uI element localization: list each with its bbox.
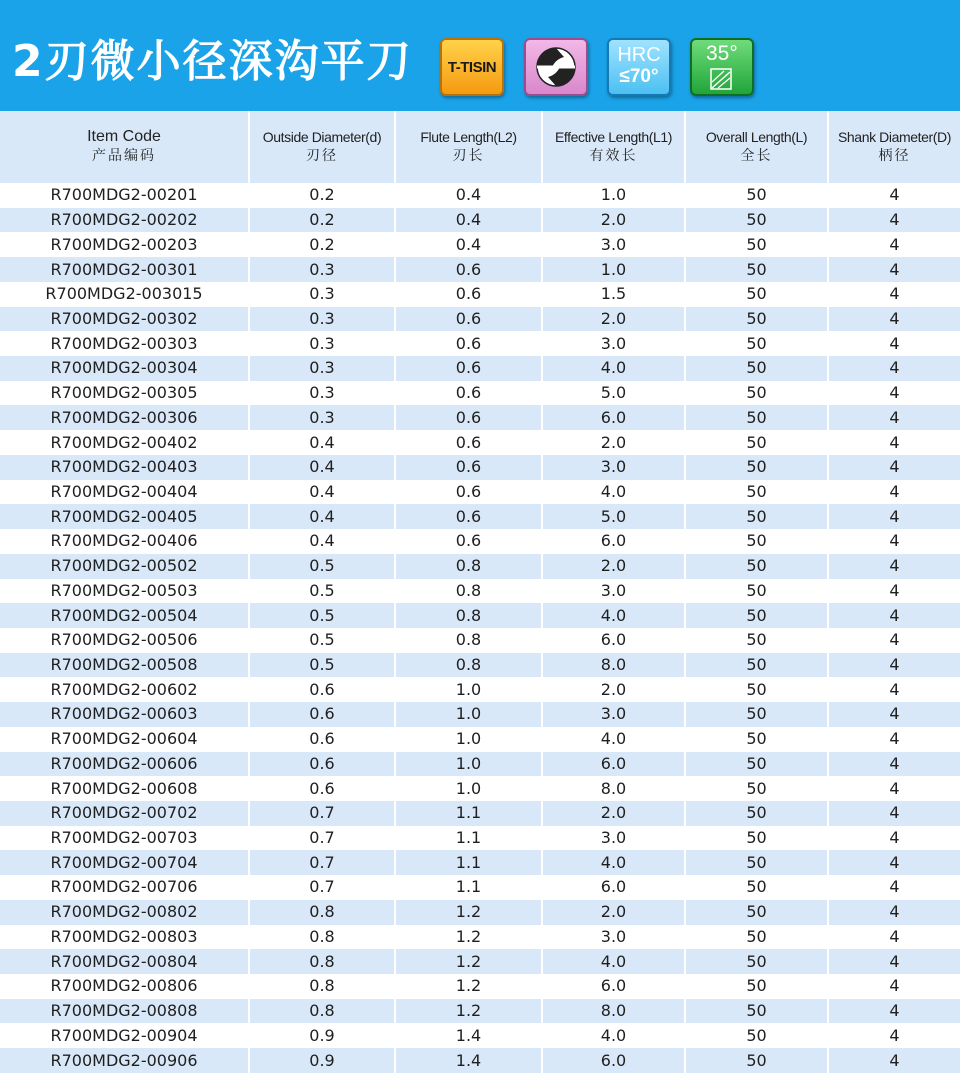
cell-overall-length: 50 xyxy=(685,232,828,257)
cell-outside-diameter: 0.3 xyxy=(249,307,395,332)
table-row xyxy=(0,282,960,307)
table-row xyxy=(0,554,960,579)
table-row xyxy=(0,677,960,702)
cell-shank-diameter: 4 xyxy=(828,282,960,307)
cell-item-code: R700MDG2-00405 xyxy=(0,504,249,529)
column-header-en: Item Code xyxy=(87,128,161,145)
cell-flute-length: 0.8 xyxy=(395,603,542,628)
cell-shank-diameter: 4 xyxy=(828,925,960,950)
column-header-effective-length xyxy=(542,111,685,183)
cell-flute-length: 0.6 xyxy=(395,480,542,505)
table-row xyxy=(0,257,960,282)
cell-shank-diameter: 4 xyxy=(828,1048,960,1073)
cell-outside-diameter: 0.6 xyxy=(249,776,395,801)
cell-shank-diameter: 4 xyxy=(828,356,960,381)
column-header-cn: 全长 xyxy=(740,148,773,164)
cell-outside-diameter: 0.7 xyxy=(249,801,395,826)
cell-flute-length: 1.2 xyxy=(395,999,542,1024)
table-row xyxy=(0,1023,960,1048)
cell-item-code: R700MDG2-00603 xyxy=(0,702,249,727)
cell-flute-length: 0.4 xyxy=(395,183,542,208)
cell-overall-length: 50 xyxy=(685,455,828,480)
cell-overall-length: 50 xyxy=(685,727,828,752)
cell-effective-length: 3.0 xyxy=(542,702,685,727)
cell-item-code: R700MDG2-00608 xyxy=(0,776,249,801)
cell-outside-diameter: 0.6 xyxy=(249,727,395,752)
cell-outside-diameter: 0.3 xyxy=(249,405,395,430)
cell-overall-length: 50 xyxy=(685,776,828,801)
cell-overall-length: 50 xyxy=(685,430,828,455)
cell-overall-length: 50 xyxy=(685,307,828,332)
cell-flute-length: 1.1 xyxy=(395,801,542,826)
table-row xyxy=(0,504,960,529)
cell-flute-length: 0.8 xyxy=(395,554,542,579)
column-header-en: Effective Length(L1) xyxy=(554,129,673,145)
cell-shank-diameter: 4 xyxy=(828,776,960,801)
cell-item-code: R700MDG2-00403 xyxy=(0,455,249,480)
cell-shank-diameter: 4 xyxy=(828,307,960,332)
cell-shank-diameter: 4 xyxy=(828,430,960,455)
cell-item-code: R700MDG2-00508 xyxy=(0,653,249,678)
cell-effective-length: 1.0 xyxy=(542,183,685,208)
cell-outside-diameter: 0.7 xyxy=(249,875,395,900)
cell-item-code: R700MDG2-00201 xyxy=(0,183,249,208)
cell-shank-diameter: 4 xyxy=(828,628,960,653)
cell-item-code: R700MDG2-00203 xyxy=(0,232,249,257)
cell-overall-length: 50 xyxy=(685,801,828,826)
table-row xyxy=(0,850,960,875)
cell-outside-diameter: 0.2 xyxy=(249,208,395,233)
cell-shank-diameter: 4 xyxy=(828,381,960,406)
cell-overall-length: 50 xyxy=(685,579,828,604)
cell-outside-diameter: 0.3 xyxy=(249,257,395,282)
cell-overall-length: 50 xyxy=(685,504,828,529)
page-title: 2刃微小径深沟平刀 xyxy=(12,36,413,87)
cell-effective-length: 3.0 xyxy=(542,331,685,356)
product-spec-table xyxy=(0,111,960,1073)
cell-overall-length: 50 xyxy=(685,925,828,950)
column-header-en: Overall Length(L) xyxy=(705,129,808,145)
cell-flute-length: 0.8 xyxy=(395,653,542,678)
cell-outside-diameter: 0.4 xyxy=(249,455,395,480)
table-row xyxy=(0,208,960,233)
cell-effective-length: 6.0 xyxy=(542,875,685,900)
cell-effective-length: 4.0 xyxy=(542,603,685,628)
cell-flute-length: 0.6 xyxy=(395,455,542,480)
cell-item-code: R700MDG2-00404 xyxy=(0,480,249,505)
cell-effective-length: 4.0 xyxy=(542,949,685,974)
cell-shank-diameter: 4 xyxy=(828,455,960,480)
hrc-value: ≤70° xyxy=(619,66,659,87)
cell-shank-diameter: 4 xyxy=(828,405,960,430)
cell-outside-diameter: 0.3 xyxy=(249,282,395,307)
cell-item-code: R700MDG2-00906 xyxy=(0,1048,249,1073)
cell-flute-length: 1.2 xyxy=(395,949,542,974)
cell-item-code: R700MDG2-00802 xyxy=(0,900,249,925)
cell-flute-length: 1.1 xyxy=(395,826,542,851)
cell-shank-diameter: 4 xyxy=(828,579,960,604)
column-header-cn: 刃径 xyxy=(306,148,338,164)
cell-effective-length: 3.0 xyxy=(542,579,685,604)
cell-overall-length: 50 xyxy=(685,974,828,999)
cell-item-code: R700MDG2-00806 xyxy=(0,974,249,999)
cell-effective-length: 3.0 xyxy=(542,826,685,851)
column-header-shank-diameter xyxy=(828,111,960,183)
cell-overall-length: 50 xyxy=(685,554,828,579)
cell-effective-length: 4.0 xyxy=(542,850,685,875)
cell-effective-length: 2.0 xyxy=(542,801,685,826)
cell-flute-length: 0.6 xyxy=(395,257,542,282)
cell-flute-length: 0.6 xyxy=(395,356,542,381)
table-row xyxy=(0,1048,960,1073)
cell-outside-diameter: 0.8 xyxy=(249,999,395,1024)
cell-overall-length: 50 xyxy=(685,529,828,554)
table-body xyxy=(0,183,960,1073)
table-row xyxy=(0,653,960,678)
cell-shank-diameter: 4 xyxy=(828,826,960,851)
cell-shank-diameter: 4 xyxy=(828,653,960,678)
cell-outside-diameter: 0.5 xyxy=(249,653,395,678)
cell-flute-length: 1.1 xyxy=(395,875,542,900)
cell-shank-diameter: 4 xyxy=(828,900,960,925)
cell-shank-diameter: 4 xyxy=(828,480,960,505)
column-header-cn: 柄径 xyxy=(878,148,911,164)
table-row xyxy=(0,949,960,974)
cell-item-code: R700MDG2-00306 xyxy=(0,405,249,430)
table-row xyxy=(0,999,960,1024)
cell-overall-length: 50 xyxy=(685,405,828,430)
cell-overall-length: 50 xyxy=(685,999,828,1024)
cell-outside-diameter: 0.8 xyxy=(249,974,395,999)
cell-item-code: R700MDG2-00305 xyxy=(0,381,249,406)
cell-outside-diameter: 0.3 xyxy=(249,381,395,406)
cell-outside-diameter: 0.4 xyxy=(249,504,395,529)
cell-overall-length: 50 xyxy=(685,1048,828,1073)
coating-badge xyxy=(440,38,504,96)
hrc-label: HRC xyxy=(617,44,661,66)
cell-flute-length: 1.2 xyxy=(395,925,542,950)
cell-effective-length: 2.0 xyxy=(542,677,685,702)
cell-item-code: R700MDG2-00904 xyxy=(0,1023,249,1048)
cell-effective-length: 3.0 xyxy=(542,925,685,950)
column-header-item-code xyxy=(0,111,249,183)
two-flute-section-icon xyxy=(524,38,588,96)
table-row xyxy=(0,331,960,356)
cell-overall-length: 50 xyxy=(685,900,828,925)
cell-flute-length: 1.0 xyxy=(395,727,542,752)
cell-effective-length: 4.0 xyxy=(542,480,685,505)
cell-shank-diameter: 4 xyxy=(828,1023,960,1048)
cell-flute-length: 0.6 xyxy=(395,381,542,406)
cell-effective-length: 8.0 xyxy=(542,653,685,678)
two-flute-section-icon-graphic xyxy=(534,45,578,89)
cell-shank-diameter: 4 xyxy=(828,801,960,826)
cell-outside-diameter: 0.6 xyxy=(249,752,395,777)
cell-effective-length: 6.0 xyxy=(542,529,685,554)
cell-flute-length: 1.0 xyxy=(395,752,542,777)
cell-effective-length: 3.0 xyxy=(542,455,685,480)
cell-overall-length: 50 xyxy=(685,257,828,282)
cell-shank-diameter: 4 xyxy=(828,974,960,999)
cell-shank-diameter: 4 xyxy=(828,554,960,579)
table-row xyxy=(0,183,960,208)
cell-overall-length: 50 xyxy=(685,826,828,851)
cell-overall-length: 50 xyxy=(685,381,828,406)
cell-outside-diameter: 0.4 xyxy=(249,480,395,505)
cell-shank-diameter: 4 xyxy=(828,183,960,208)
cell-outside-diameter: 0.8 xyxy=(249,900,395,925)
cell-outside-diameter: 0.2 xyxy=(249,232,395,257)
cell-effective-length: 8.0 xyxy=(542,999,685,1024)
cell-overall-length: 50 xyxy=(685,208,828,233)
cell-shank-diameter: 4 xyxy=(828,850,960,875)
cell-shank-diameter: 4 xyxy=(828,999,960,1024)
cell-item-code: R700MDG2-00804 xyxy=(0,949,249,974)
column-header-cn: 刃长 xyxy=(452,148,485,164)
cell-shank-diameter: 4 xyxy=(828,752,960,777)
column-header-flute-length xyxy=(395,111,542,183)
table-row xyxy=(0,801,960,826)
cell-shank-diameter: 4 xyxy=(828,702,960,727)
cell-outside-diameter: 0.5 xyxy=(249,579,395,604)
table-row xyxy=(0,455,960,480)
cell-flute-length: 1.2 xyxy=(395,974,542,999)
cell-effective-length: 2.0 xyxy=(542,208,685,233)
cell-item-code: R700MDG2-00704 xyxy=(0,850,249,875)
cell-effective-length: 4.0 xyxy=(542,727,685,752)
cell-item-code: R700MDG2-00808 xyxy=(0,999,249,1024)
cell-overall-length: 50 xyxy=(685,356,828,381)
cell-shank-diameter: 4 xyxy=(828,949,960,974)
cell-flute-length: 1.0 xyxy=(395,776,542,801)
cell-effective-length: 6.0 xyxy=(542,1048,685,1073)
cell-flute-length: 0.8 xyxy=(395,579,542,604)
table-header xyxy=(0,111,960,183)
cell-item-code: R700MDG2-00402 xyxy=(0,430,249,455)
cell-effective-length: 2.0 xyxy=(542,900,685,925)
cell-shank-diameter: 4 xyxy=(828,529,960,554)
cell-flute-length: 0.6 xyxy=(395,282,542,307)
table-row xyxy=(0,381,960,406)
table-row xyxy=(0,826,960,851)
cell-outside-diameter: 0.3 xyxy=(249,331,395,356)
cell-item-code: R700MDG2-00703 xyxy=(0,826,249,851)
table-row xyxy=(0,752,960,777)
cell-overall-length: 50 xyxy=(685,949,828,974)
cell-flute-length: 0.6 xyxy=(395,331,542,356)
cell-item-code: R700MDG2-00604 xyxy=(0,727,249,752)
cell-item-code: R700MDG2-00503 xyxy=(0,579,249,604)
cell-overall-length: 50 xyxy=(685,603,828,628)
cell-overall-length: 50 xyxy=(685,752,828,777)
cell-outside-diameter: 0.5 xyxy=(249,554,395,579)
cell-overall-length: 50 xyxy=(685,282,828,307)
table-row xyxy=(0,603,960,628)
cell-shank-diameter: 4 xyxy=(828,232,960,257)
cell-shank-diameter: 4 xyxy=(828,504,960,529)
cell-outside-diameter: 0.4 xyxy=(249,430,395,455)
cell-outside-diameter: 0.9 xyxy=(249,1023,395,1048)
table-row xyxy=(0,307,960,332)
cell-item-code: R700MDG2-003015 xyxy=(0,282,249,307)
cell-item-code: R700MDG2-00502 xyxy=(0,554,249,579)
cell-effective-length: 5.0 xyxy=(542,504,685,529)
cell-flute-length: 0.4 xyxy=(395,208,542,233)
cell-item-code: R700MDG2-00803 xyxy=(0,925,249,950)
cell-overall-length: 50 xyxy=(685,850,828,875)
cell-flute-length: 0.8 xyxy=(395,628,542,653)
cell-item-code: R700MDG2-00706 xyxy=(0,875,249,900)
cell-effective-length: 5.0 xyxy=(542,381,685,406)
cell-flute-length: 1.4 xyxy=(395,1023,542,1048)
cell-effective-length: 2.0 xyxy=(542,430,685,455)
cell-outside-diameter: 0.8 xyxy=(249,949,395,974)
cell-outside-diameter: 0.9 xyxy=(249,1048,395,1073)
table-row xyxy=(0,480,960,505)
cell-overall-length: 50 xyxy=(685,1023,828,1048)
cell-flute-length: 0.6 xyxy=(395,504,542,529)
column-header-cn: 产品编码 xyxy=(92,148,156,164)
cell-shank-diameter: 4 xyxy=(828,603,960,628)
cell-shank-diameter: 4 xyxy=(828,257,960,282)
cell-outside-diameter: 0.8 xyxy=(249,925,395,950)
cell-effective-length: 8.0 xyxy=(542,776,685,801)
cell-item-code: R700MDG2-00504 xyxy=(0,603,249,628)
cell-effective-length: 3.0 xyxy=(542,232,685,257)
helix-angle-icon xyxy=(710,68,734,92)
table-row xyxy=(0,875,960,900)
table-row xyxy=(0,900,960,925)
cell-item-code: R700MDG2-00304 xyxy=(0,356,249,381)
cell-flute-length: 0.6 xyxy=(395,430,542,455)
column-header-cn: 有效长 xyxy=(589,148,638,164)
cell-item-code: R700MDG2-00202 xyxy=(0,208,249,233)
column-header-outside-diameter xyxy=(249,111,395,183)
table-row xyxy=(0,925,960,950)
cell-outside-diameter: 0.5 xyxy=(249,603,395,628)
cell-overall-length: 50 xyxy=(685,331,828,356)
cell-overall-length: 50 xyxy=(685,653,828,678)
cell-item-code: R700MDG2-00602 xyxy=(0,677,249,702)
column-header-en: Outside Diameter(d) xyxy=(262,129,382,145)
helix-angle-badge xyxy=(690,38,754,96)
cell-overall-length: 50 xyxy=(685,677,828,702)
cell-outside-diameter: 0.7 xyxy=(249,826,395,851)
cell-outside-diameter: 0.6 xyxy=(249,702,395,727)
cell-effective-length: 1.5 xyxy=(542,282,685,307)
cell-effective-length: 6.0 xyxy=(542,628,685,653)
table-row xyxy=(0,776,960,801)
column-header-en: Flute Length(L2) xyxy=(420,129,517,145)
cell-shank-diameter: 4 xyxy=(828,875,960,900)
cell-item-code: R700MDG2-00301 xyxy=(0,257,249,282)
cell-effective-length: 4.0 xyxy=(542,356,685,381)
cell-overall-length: 50 xyxy=(685,628,828,653)
cell-item-code: R700MDG2-00606 xyxy=(0,752,249,777)
cell-outside-diameter: 0.5 xyxy=(249,628,395,653)
cell-overall-length: 50 xyxy=(685,183,828,208)
cell-overall-length: 50 xyxy=(685,480,828,505)
cell-shank-diameter: 4 xyxy=(828,677,960,702)
header-row xyxy=(0,111,960,183)
cell-flute-length: 0.4 xyxy=(395,232,542,257)
cell-effective-length: 2.0 xyxy=(542,307,685,332)
cell-flute-length: 0.6 xyxy=(395,307,542,332)
cell-effective-length: 1.0 xyxy=(542,257,685,282)
table-row xyxy=(0,232,960,257)
cell-effective-length: 6.0 xyxy=(542,752,685,777)
table-row xyxy=(0,430,960,455)
table-row xyxy=(0,529,960,554)
cell-flute-length: 0.6 xyxy=(395,405,542,430)
cell-overall-length: 50 xyxy=(685,702,828,727)
cell-outside-diameter: 0.3 xyxy=(249,356,395,381)
table-row xyxy=(0,628,960,653)
cell-item-code: R700MDG2-00506 xyxy=(0,628,249,653)
cell-flute-length: 0.6 xyxy=(395,529,542,554)
cell-item-code: R700MDG2-00702 xyxy=(0,801,249,826)
cell-outside-diameter: 0.2 xyxy=(249,183,395,208)
cell-outside-diameter: 0.4 xyxy=(249,529,395,554)
table-row xyxy=(0,356,960,381)
cell-item-code: R700MDG2-00406 xyxy=(0,529,249,554)
cell-outside-diameter: 0.6 xyxy=(249,677,395,702)
cell-shank-diameter: 4 xyxy=(828,727,960,752)
table-row xyxy=(0,405,960,430)
hardness-badge xyxy=(607,38,671,96)
column-header-en: Shank Diameter(D) xyxy=(837,129,951,145)
cell-shank-diameter: 4 xyxy=(828,208,960,233)
cell-outside-diameter: 0.7 xyxy=(249,850,395,875)
helix-angle-value: 35° xyxy=(706,42,738,65)
cell-item-code: R700MDG2-00303 xyxy=(0,331,249,356)
coating-label: T-TISIN xyxy=(447,58,497,76)
cell-flute-length: 1.2 xyxy=(395,900,542,925)
table-row xyxy=(0,579,960,604)
cell-effective-length: 2.0 xyxy=(542,554,685,579)
cell-item-code: R700MDG2-00302 xyxy=(0,307,249,332)
column-header-overall-length xyxy=(685,111,828,183)
cell-effective-length: 6.0 xyxy=(542,974,685,999)
table-row xyxy=(0,727,960,752)
cell-flute-length: 1.0 xyxy=(395,677,542,702)
cell-flute-length: 1.4 xyxy=(395,1048,542,1073)
table-row xyxy=(0,974,960,999)
cell-overall-length: 50 xyxy=(685,875,828,900)
title-banner xyxy=(0,0,960,111)
cell-effective-length: 4.0 xyxy=(542,1023,685,1048)
cell-flute-length: 1.0 xyxy=(395,702,542,727)
table-row xyxy=(0,702,960,727)
cell-flute-length: 1.1 xyxy=(395,850,542,875)
cell-shank-diameter: 4 xyxy=(828,331,960,356)
cell-effective-length: 6.0 xyxy=(542,405,685,430)
